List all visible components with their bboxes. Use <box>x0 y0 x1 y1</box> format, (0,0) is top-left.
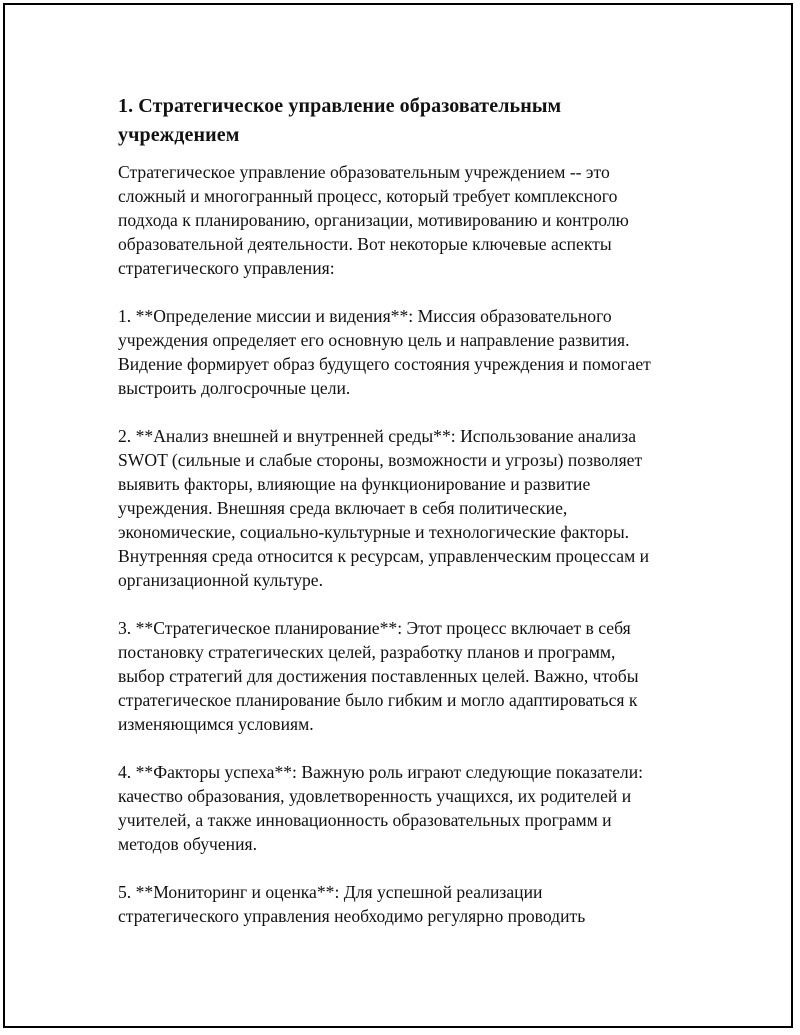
title-line: 1. Стратегическое управление образовательным <box>118 95 562 117</box>
intro-paragraph <box>118 160 688 280</box>
text-line: организационной культуре. <box>118 570 323 590</box>
text-line: SWOT (сильные и слабые стороны, возможности и угрозы) позволяет <box>118 450 643 470</box>
text-line: качество образования, удовлетворенность учащихся, их родителей и <box>118 786 632 806</box>
text-line: Стратегическое управление образовательным учреждением -- это <box>118 162 610 182</box>
text-line: выбор стратегий для достижения поставленных целей. Важно, чтобы <box>118 666 639 686</box>
text-line: Видение формирует образ будущего состояния учреждения и помогает <box>118 354 651 374</box>
section-paragraph-planning <box>118 616 688 736</box>
document-body <box>118 92 688 952</box>
text-line: сложный и многогранный процесс, который требует комплексного <box>118 186 618 206</box>
text-line: учреждения определяет его основную цель и направление развития. <box>118 330 630 350</box>
section-paragraph-success-factors <box>118 760 688 856</box>
title-line: учреждением <box>118 124 240 146</box>
text-line: Внутренняя среда относится к ресурсам, управленческим процессам и <box>118 546 650 566</box>
section-paragraph-analysis <box>118 424 688 592</box>
text-line: 5. **Мониторинг и оценка**: Для успешной реализации <box>118 882 543 902</box>
text-line: учреждения. Внешняя среда включает в себя политические, <box>118 498 568 518</box>
text-line: стратегическое планирование было гибким и могло адаптироваться к <box>118 690 638 710</box>
text-line: методов обучения. <box>118 834 257 854</box>
text-line: выстроить долгосрочные цели. <box>118 378 351 398</box>
text-line: подхода к планированию, организации, мотивированию и контролю <box>118 210 629 230</box>
text-line: учителей, а также инновационность образовательных программ и <box>118 810 612 830</box>
text-line: 3. **Стратегическое планирование**: Этот процесс включает в себя <box>118 618 631 638</box>
section-paragraph-mission <box>118 304 688 400</box>
text-line: 2. **Анализ внешней и внутренней среды**: Использование анализа <box>118 426 637 446</box>
text-line: постановку стратегических целей, разработку планов и программ, <box>118 642 616 662</box>
text-line: 1. **Определение миссии и видения**: Миссия образовательного <box>118 306 612 326</box>
text-line: стратегического управления необходимо регулярно проводить <box>118 906 586 926</box>
text-line: стратегического управления: <box>118 258 335 278</box>
section-paragraph-monitoring <box>118 880 688 928</box>
text-line: выявить факторы, влияющие на функционирование и развитие <box>118 474 591 494</box>
text-line: 4. **Факторы успеха**: Важную роль играют следующие показатели: <box>118 762 644 782</box>
document-title <box>118 92 688 150</box>
text-line: экономические, социально-культурные и технологические факторы. <box>118 522 630 542</box>
text-line: изменяющимся условиям. <box>118 714 314 734</box>
text-line: образовательной деятельности. Вот некоторые ключевые аспекты <box>118 234 612 254</box>
